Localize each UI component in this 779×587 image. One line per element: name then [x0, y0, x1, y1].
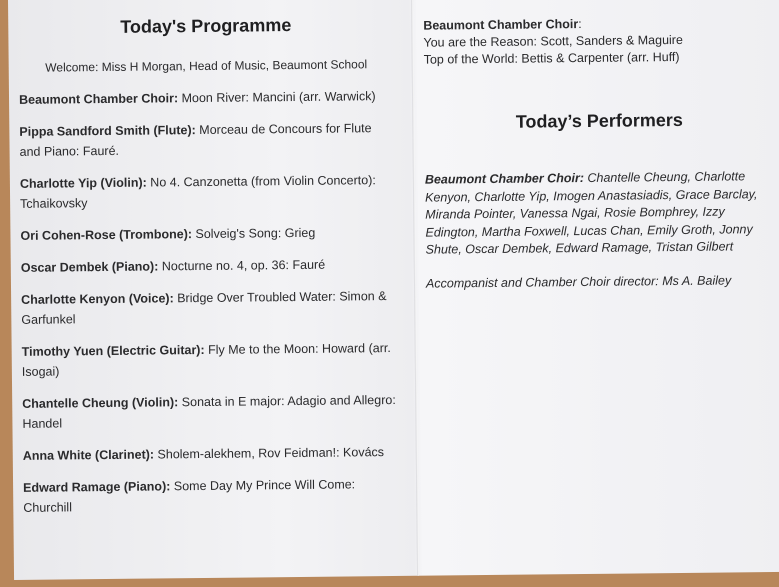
choir-members [425, 168, 776, 259]
choir-piece: Top of the World: Bettis & Carpenter (arr. Huff) [423, 49, 680, 67]
programme-item [20, 222, 395, 246]
welcome-line: Welcome: Miss H Morgan, Head of Music, Beaumont School [45, 57, 368, 75]
performer-name: Ori Cohen-Rose (Trombone): [20, 227, 193, 243]
performer-name: Timothy Yuen (Electric Guitar): [21, 342, 205, 359]
programme-sheet [8, 0, 779, 580]
choir-piece: You are the Reason: Scott, Sanders & Maguire [423, 32, 683, 50]
choir-heading: Beaumont Chamber Choir [423, 17, 579, 33]
piece-title: Nocturne no. 4, op. 36: Fauré [161, 257, 326, 274]
performer-name: Pippa Sandford Smith (Flute): [19, 123, 196, 139]
programme-item [22, 390, 397, 434]
choir-members-list: Chantelle Cheung, Charlotte Kenyon, Charlotte Yip, Imogen Anastasiadis, Grace Barclay, Miranda Pointer, Vanessa Ngai, Rosie Bomphrey, Izzy Edington, Martha Foxwell, Lucas Chan, Emily Groth, Jonny Shute, Oscar Dembek, Edward Ramage, Tristan Gilbert [425, 169, 758, 257]
choir-heading-colon: : [578, 16, 582, 32]
programme-item [22, 338, 397, 382]
performer-name: Oscar Dembek (Piano): [20, 259, 159, 275]
programme-item [23, 442, 398, 466]
programme-item [21, 254, 396, 278]
performer-name: Charlotte Yip (Violin): [19, 175, 147, 191]
piece-title: Sholem-alekhem, Rov Feidman!: Kovács [157, 445, 385, 462]
programme-item [19, 86, 394, 110]
piece-title: Solveig's Song: Grieg [195, 225, 316, 242]
programme-item [23, 474, 398, 518]
programme-title: Today's Programme [120, 15, 292, 37]
programme-column [18, 14, 398, 518]
performer-name: Chantelle Cheung (Violin): [22, 395, 179, 411]
performers-column [423, 14, 776, 292]
performers-title: Today’s Performers [515, 109, 683, 132]
piece-title: Fly Me to the Moon: Howard (arr. Isogai) [21, 341, 391, 379]
piece-title: Morceau de Concours for Flute and Piano: Fauré. [19, 121, 372, 159]
programme-item [20, 170, 395, 214]
piece-title: Moon River: Mancini (arr. Warwick) [181, 89, 376, 106]
piece-title: Some Day My Prince Will Come: Churchill [23, 477, 356, 515]
piece-title: No 4. Canzonetta (from Violin Concerto): Tchaikovsky [20, 173, 376, 211]
performer-name: Charlotte Kenyon (Voice): [21, 291, 174, 307]
piece-title: Bridge Over Troubled Water: Simon & Garfunkel [21, 289, 387, 327]
piece-title: Sonata in E major: Adagio and Allegro: Handel [22, 392, 396, 431]
programme-item [21, 286, 396, 330]
performer-name: Anna White (Clarinet): [22, 447, 155, 463]
page-fold [411, 0, 419, 576]
performer-name: Edward Ramage (Piano): [23, 479, 171, 495]
choir-programme [423, 14, 774, 69]
choir-members-label: Beaumont Chamber Choir: [424, 170, 585, 187]
programme-item [19, 118, 394, 162]
accompanist-line: Accompanist and Chamber Choir director: Ms A. Bailey [425, 272, 732, 291]
performer-name: Beaumont Chamber Choir: [18, 91, 179, 107]
